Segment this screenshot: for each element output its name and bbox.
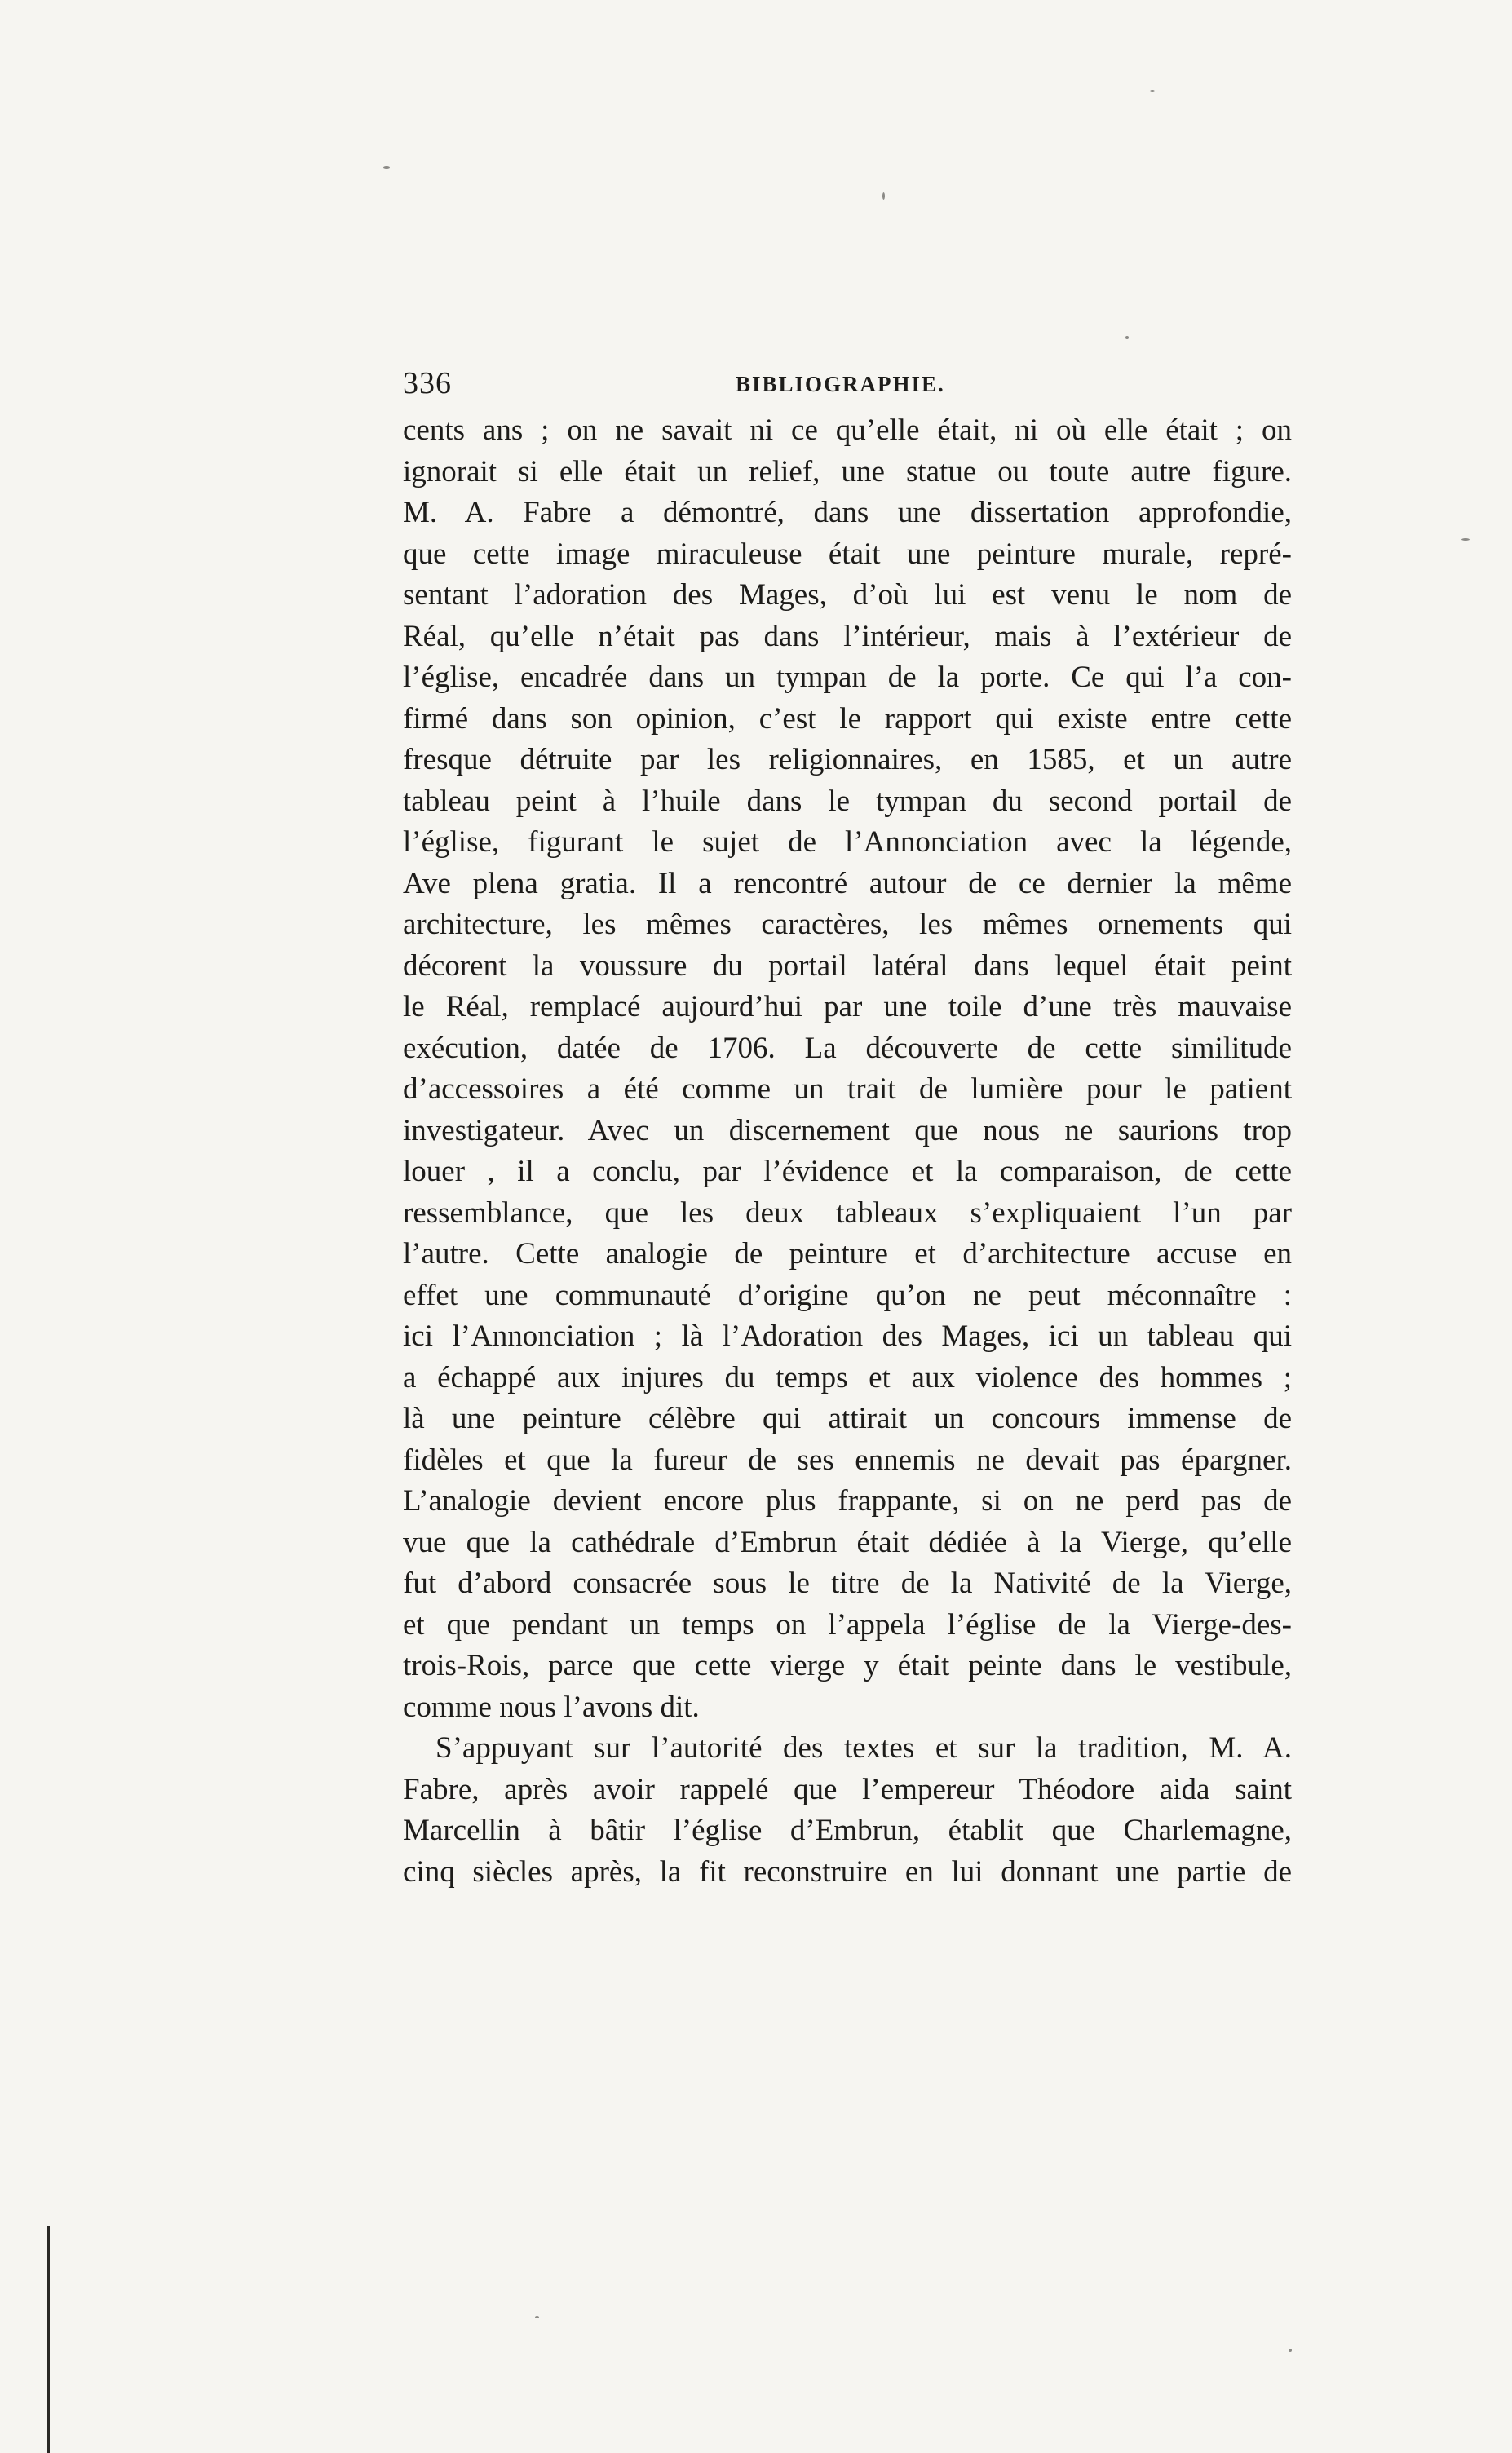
text-line: ignorait si elle était un relief, une statue ou toute autre figure. xyxy=(403,454,1292,488)
text-line: le Réal, remplacé aujourd’hui par une toile d’une très mauvaise xyxy=(403,990,1292,1023)
text-line: que cette image miraculeuse était une peinture murale, repré- xyxy=(403,537,1292,571)
text-line: fresque détruite par les religionnaires, en 1585, et un autre xyxy=(403,743,1292,776)
scan-speck xyxy=(383,166,390,169)
page-header xyxy=(403,365,1292,406)
scan-margin-line xyxy=(47,2226,50,2453)
text-line: et que pendant un temps on l’appela l’église de la Vierge-des- xyxy=(403,1607,1292,1642)
text-line: Fabre, après avoir rappelé que l’empereur Théodore aida saint xyxy=(403,1772,1292,1806)
scan-speck xyxy=(1150,90,1155,92)
scan-speck xyxy=(535,2316,539,2318)
text-line: décorent la voussure du portail latéral dans lequel était peint xyxy=(403,948,1292,983)
scan-speck xyxy=(1125,336,1129,339)
text-line: ici l’Annonciation ; là l’Adoration des Mages, ici un tableau qui xyxy=(403,1319,1292,1353)
text-line: fut d’abord consacrée sous le titre de la Nativité de la Vierge, xyxy=(403,1567,1292,1600)
scan-speck xyxy=(1289,2349,1292,2352)
running-title: BIBLIOGRAPHIE. xyxy=(736,372,945,396)
scan-speck xyxy=(1461,538,1470,541)
text-line: firmé dans son opinion, c’est le rapport qui existe entre cette xyxy=(403,701,1292,736)
text-line: cents ans ; on ne savait ni ce qu’elle était, ni où elle était ; on xyxy=(403,413,1292,447)
text-line: l’église, figurant le sujet de l’Annonciation avec la légende, xyxy=(403,825,1292,859)
scan-speck xyxy=(882,192,885,200)
text-line: louer , il a conclu, par l’évidence et la comparaison, de cette xyxy=(403,1155,1292,1188)
text-line: trois-Rois, parce que cette vierge y était peinte dans le vestibule, xyxy=(403,1649,1292,1682)
text-line: L’analogie devient encore plus frappante, si on ne perd pas de xyxy=(403,1484,1292,1518)
text-line: cinq siècles après, la fit reconstruire en lui donnant une partie de xyxy=(403,1854,1292,1889)
text-line: comme nous l’avons dit. xyxy=(403,1690,700,1724)
text-line: M. A. Fabre a démontré, dans une dissertation approfondie, xyxy=(403,496,1292,529)
text-line: Marcellin à bâtir l’église d’Embrun, établit que Charlemagne, xyxy=(403,1814,1292,1847)
text-line: investigateur. Avec un discernement que nous ne saurions trop xyxy=(403,1113,1292,1147)
text-line: l’église, encadrée dans un tympan de la porte. Ce qui l’a con- xyxy=(403,661,1292,694)
text-line: effet une communauté d’origine qu’on ne peut méconnaître : xyxy=(403,1278,1292,1312)
text-line: vue que la cathédrale d’Embrun était dédiée à la Vierge, qu’elle xyxy=(403,1525,1292,1559)
text-line: fidèles et que la fureur de ses ennemis ne devait pas épargner. xyxy=(403,1443,1292,1477)
text-line: exécution, datée de 1706. La découverte de cette similitude xyxy=(403,1031,1292,1065)
body-text xyxy=(403,410,1292,1893)
page-number: 336 xyxy=(403,366,452,400)
text-line: d’accessoires a été comme un trait de lumière pour le patient xyxy=(403,1072,1292,1106)
text-line: ressemblance, que les deux tableaux s’expliquaient l’un par xyxy=(403,1196,1292,1230)
text-line-paragraph-start: S’appuyant sur l’autorité des textes et sur la tradition, M. A. xyxy=(435,1731,1292,1765)
text-line: tableau peint à l’huile dans le tympan du second portail de xyxy=(403,784,1292,818)
text-line: sentant l’adoration des Mages, d’où lui est venu le nom de xyxy=(403,578,1292,612)
text-line: Ave plena gratia. Il a rencontré autour de ce dernier la même xyxy=(403,866,1292,900)
text-line: là une peinture célèbre qui attirait un concours immense de xyxy=(403,1402,1292,1435)
text-line: architecture, les mêmes caractères, les mêmes ornements qui xyxy=(403,908,1292,941)
text-line: l’autre. Cette analogie de peinture et d’architecture accuse en xyxy=(403,1237,1292,1271)
text-line: Réal, qu’elle n’était pas dans l’intérieur, mais à l’extérieur de xyxy=(403,619,1292,653)
text-line: a échappé aux injures du temps et aux violence des hommes ; xyxy=(403,1360,1292,1394)
